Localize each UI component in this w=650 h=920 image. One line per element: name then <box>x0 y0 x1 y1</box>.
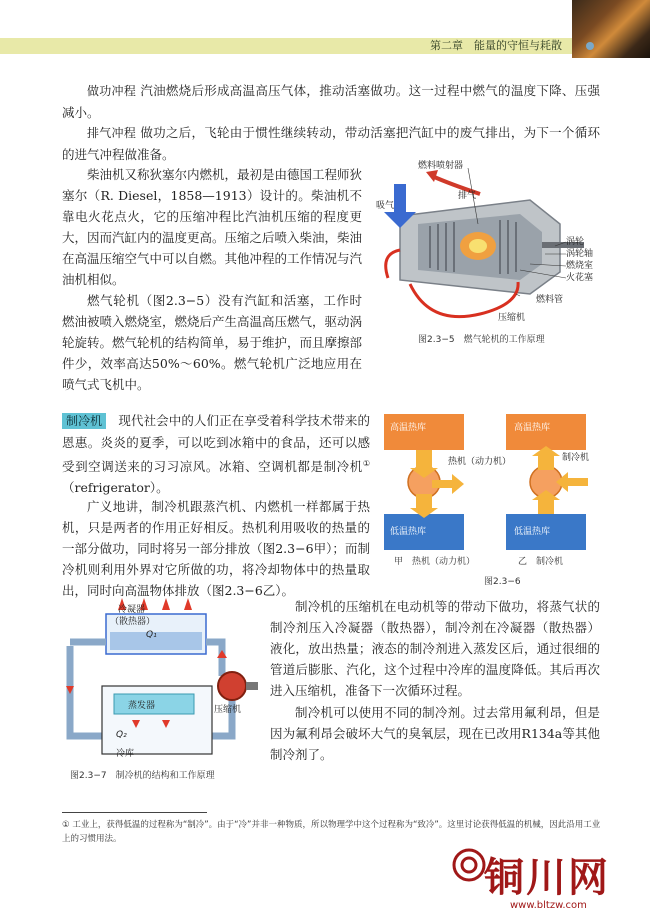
refrigerator-structure-figure <box>62 596 262 764</box>
exhaust-stroke-text: 做功之后，飞轮由于惯性继续转动，带动活塞把汽缸中的废气排出，为下一个循环的进气冲程做准备。 <box>62 125 600 162</box>
evaporator-label: 蒸发器 <box>128 701 156 711</box>
air-intake-label: 吸气 <box>376 201 395 211</box>
refrigerant-pipe-left <box>70 646 102 736</box>
exhaust-stroke-term: 排气冲程 <box>87 126 137 140</box>
footnote: ① 工业上，获得低温的过程称为“制冷”。由于“冷”并非一种物质，所以物理学中这个过程称为“致冷”。这里讨论获得低温的机械，因此沿用工业上的习惯用法。 <box>62 820 601 844</box>
diesel-paragraph: 柴油机又称狄塞尔内燃机，最初是由德国工程师狄塞尔（R. Diesel，1858—1913）设计的。柴油机不靠电火花点火，它的压缩冲程比汽油机压缩的程度更大，因而汽缸内的温度更高。压缩之后喷入柴油，柴油在高温压缩空气中可以自燃。其他冲程的工作情况与汽油机相似。 <box>62 167 363 287</box>
compressor-machine-label: 压缩机 <box>214 705 242 715</box>
hot-reservoir-b-label: 高温热库 <box>514 423 551 433</box>
power-stroke-term: 做功冲程 <box>87 84 137 98</box>
footnote-divider <box>62 812 207 813</box>
figure-2-3-5-caption: 图2.3−5 燃气轮机的工作原理 <box>418 335 545 345</box>
q2-label: Q₂ <box>116 730 127 740</box>
combustion-chamber-label: 燃烧室 <box>566 261 594 271</box>
header-photo <box>572 0 650 58</box>
power-stroke-text: 汽油燃烧后形成高温高压气体，推动活塞做功。这一过程中燃气的温度下降、压强减小。 <box>62 83 600 120</box>
gas-turbine-figure <box>370 154 590 332</box>
fuel-nozzle-label: 燃料喷射器 <box>418 161 464 171</box>
turbine-label: 涡轮 <box>566 237 585 247</box>
refrigerator-intro-paragraph <box>62 410 370 498</box>
refrigerant-pipe-right <box>206 642 222 676</box>
heat-engine-label: 热机（动力机） <box>448 457 512 467</box>
refrigerator-english-term: （refrigerator）。 <box>62 480 169 496</box>
cold-store-label: 冷库 <box>116 749 135 759</box>
watermark-text: 铜川网 <box>484 854 610 901</box>
exhaust-label: 排气 <box>458 191 477 201</box>
refrigerator-cycle-paragraph: 制冷机的压缩机在电动机等的带动下做功，将蒸气状的制冷剂压入冷凝器（散热器），制冷剂在冷凝器（散热器）液化，放出热量；液态的制冷剂进入蒸发区后，通过很细的管道后膨胀、汽化，这个过程中冷库的温度降低。其后再次进入压缩机，准备下一次循环过程。 <box>270 599 600 698</box>
subfigure-a-caption: 甲 热机（动力机） <box>394 557 476 567</box>
compressor-icon <box>218 672 246 700</box>
refrigerator-intro-text: 现代社会中的人们正在享受着科学技术带来的恩惠。炎炎的夏季，可以吃到冰箱中的食品，还可以感受到空调送来的习习凉风。冰箱、空调机都是制冷机 <box>62 413 370 475</box>
turbine-paragraph: 燃气轮机（图2.3−5）没有汽缸和活塞，工作时燃油被喷入燃烧室，燃烧后产生高温高压燃气，驱动涡轮旋转。燃气轮机的结构简单，易于维护，而且摩擦部件少，效率高达50%～60%。燃气轮机广泛地应用在喷气式飞机中。 <box>62 293 363 392</box>
footnote-marker: ① <box>362 459 370 468</box>
power-stroke-paragraph <box>62 80 600 123</box>
hot-reservoir-a-label: 高温热库 <box>390 423 427 433</box>
turbine-shaft-label: 涡轮轴 <box>566 249 594 259</box>
fuel-pipe-label: 燃料管 <box>536 295 564 305</box>
watermark-url: www.bltzw.com <box>510 900 587 911</box>
condenser-sub-label: （散热器） <box>110 617 156 627</box>
condenser-label: 冷凝器 <box>118 605 146 615</box>
cold-reservoir-a-label: 低温热库 <box>390 527 427 537</box>
refrigerant-paragraph: 制冷机可以使用不同的制冷剂。过去常用氟利昂，但是因为氟利昂会破坏大气的臭氧层，现在已改用R134a等其他制冷剂了。 <box>270 705 600 762</box>
cold-reservoir-b-label: 低温热库 <box>514 527 551 537</box>
q1-label: Q₁ <box>146 630 157 640</box>
section-label-refrigerator: 制冷机 <box>62 413 106 429</box>
header-dot-icon <box>586 42 594 50</box>
figure-2-3-7-caption: 图2.3−7 制冷机的结构和工作原理 <box>70 771 215 781</box>
refrigerator-label: 制冷机 <box>562 453 590 463</box>
subfigure-b-caption: 乙 制冷机 <box>518 557 564 567</box>
compressor-label: 压缩机 <box>498 313 526 323</box>
watermark-logo-icon <box>452 848 486 882</box>
heat-engine-comparison-paragraph: 广义地讲，制冷机跟蒸汽机、内燃机一样都属于热机，只是两者的作用正好相反。热机利用吸收的热量的一部分做功，同时将另一部分排放（图2.3−6甲）；而制冷机则利用外界对它所做的功，将冷却物体中的热量取出，同时向高温物体排放（图2.3−6乙）。 <box>62 499 370 598</box>
figure-2-3-6-caption: 图2.3−6 <box>484 577 521 587</box>
chapter-title: 第二章 能量的守恒与耗散 <box>430 39 562 52</box>
spark-plug-label: 火花塞 <box>566 273 594 283</box>
